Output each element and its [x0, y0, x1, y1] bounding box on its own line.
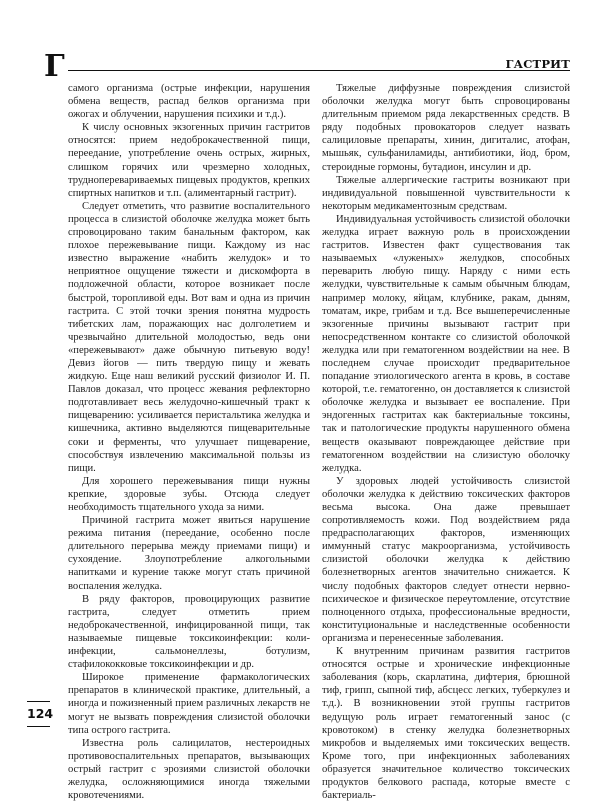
- paragraph: Причиной гастрита может явиться нарушение режима питания (переедание, особенно после длительного перерыва между приемами пищи) и сухоядение. Злоупотребление алкогольными напитками и курение также могут стать причиной воспаления желудка.: [68, 515, 310, 592]
- paragraph: Тяжелые диффузные повреждения слизистой оболочки желудка могут быть спровоцированы длительным приемом ряда лекарственных средств. В ряду подобных провокаторов следует назвать салициловые препараты, хинин, дигиталис, атофан, мышьяк, сульфаниламиды, антибиотики, йод, бром, стероидные гормоны, бутадион, инсулин и др.: [322, 83, 570, 173]
- paragraph: Известна роль салицилатов, нестероидных противовоспалительных препаратов, вызывающих острый гастрит с эрозиями слизистой оболочки желудка, осложняющимися иногда тяжелыми кровотечениями.: [68, 737, 310, 802]
- paragraph: Широкое применение фармакологических препаратов в клинической практике, длительный, а иногда и пожизненный прием различных лекарств не могут не вызвать повреждения слизистой оболочки типа острого гастрита.: [68, 672, 310, 736]
- left-column: [68, 82, 310, 802]
- paragraph: В ряду факторов, провоцирующих развитие гастрита, следует отметить прием недоброкачественной, инфицированной пищи, так называемые пищевые токсикоинфекции: коли-инфекции, сальмонеллезы, ботулизм, стафилококковые токсикоинфекции и др.: [68, 593, 310, 671]
- paragraph: У здоровых людей устойчивость слизистой оболочки желудка к действию токсических факторов весьма высока. Она даже превышает сопротивляемость кожи. Под воздействием ряда предрасполагающих факторов, изменяющих иммунный статус макроорганизма, устойчивость слизистой оболочки желудка к действию болезнетворных агентов значительно снижается. К числу подобных факторов следует отнести нервно-психическое и физическое переутомление, отсутствие полноценного отдыха, профессиональные вредности, конституциональные и наследственные особенности организма и перенесенные заболевания.: [322, 475, 570, 644]
- paragraph: самого организма (острые инфекции, нарушения обмена веществ, распад белков организма при ожогах и облучении, нарушения психики и т.д.).: [68, 83, 310, 121]
- paragraph: Следует отметить, что развитие воспалительного процесса в слизистой оболочке желудка может быть спровоцировано таким банальным фактором, как плохое пережевывание пищи. Каждому из нас известно выражение «набить желудок» и то неприятное ощущение тяжести и дискомфорта в подложечной области, которое возникает после быстрой, торопливой еды. Вот вам и одна из причин гастрита. С этой точки зрения понятна мудрость тибетских лам, поражающих нас долголетием и чрезвычайно длительной молодостью, ведь они «пережевывают» даже обычную питьевую воду! Девиз йогов — пить твердую пищу и жевать жидкую. Еще наш великий русский физиолог И. П. Павлов доказал, что процесс жевания рефлекторно подготавливает весь желудочно-кишечный тракт к пищеварению: усиливается перистальтика желудка и кишечника, активно выделяются пищеварительные соки и ферменты, что улучшает пищеварение, способствуя извлечению максимальной пользы из пищи.: [68, 200, 310, 474]
- page-number: 124: [27, 701, 50, 727]
- paragraph: Индивидуальная устойчивость слизистой оболочки желудка играет важную роль в происхождении гастритов. Известен факт существования так называемых «луженых» желудков, способных переварить любую пищу. Наряду с ними есть желудки, чувствительные к самым обычным блюдам, например молоку, яйцам, клубнике, ракам, дыням, томатам, икре, грибам и т.д. Все вышеперечисленные экзогенные причины вызывают гастрит при непосредственном контакте со слизистой оболочкой желудка или при гематогенном воздействии на нее. В последнем случае происходит предварительное попадание этиологического агента в кровь, в составе которой, т.е. гематогенно, он доставляется к слизистой оболочке желудка и вызывает ее воспаление. При эндогенных гастритах как бактериальные токсины, так и патологические продукты нарушенного обмена веществ оказывают повреждающее действие при гематогенном воздействии на слизистую оболочку желудка.: [322, 213, 570, 474]
- section-letter: Г: [44, 49, 65, 84]
- right-column: [322, 82, 570, 802]
- paragraph: К внутренним причинам развития гастритов относятся острые и хронические инфекционные заболевания (корь, скарлатина, дифтерия, брюшной тиф, грипп, сыпной тиф, абсцесс легких, туберкулез и т.д.). В возникновении этой группы гастритов ведущую роль играет гематогенный занос (с кровотоком) в стенку желудка болезнетворных микробов и выделяемых ими токсических веществ. Кроме того, при инфекционных заболеваниях образуется значительное количество токсических продуктов белкового распада, которые вместе с бактериаль-: [322, 646, 570, 802]
- paragraph: Тяжелые аллергические гастриты возникают при индивидуальной повышенной чувствительности к некоторым медикаментозным средствам.: [322, 174, 570, 212]
- paragraph: К числу основных экзогенных причин гастритов относятся: прием недоброкачественной пищи, переедание, употребление очень острых, жирных, слишком горячих или чрезмерно холодных, трудноперевариваемых пищевых продуктов, крепких спиртных напитков и т.п. (алиментарный гастрит).: [68, 122, 310, 199]
- paragraph: Для хорошего пережевывания пищи нужны крепкие, здоровые зубы. Отсюда следует необходимость тщательного ухода за ними.: [68, 475, 310, 513]
- header-rule: [68, 70, 570, 71]
- running-head-title: ГАСТРИТ: [505, 57, 570, 71]
